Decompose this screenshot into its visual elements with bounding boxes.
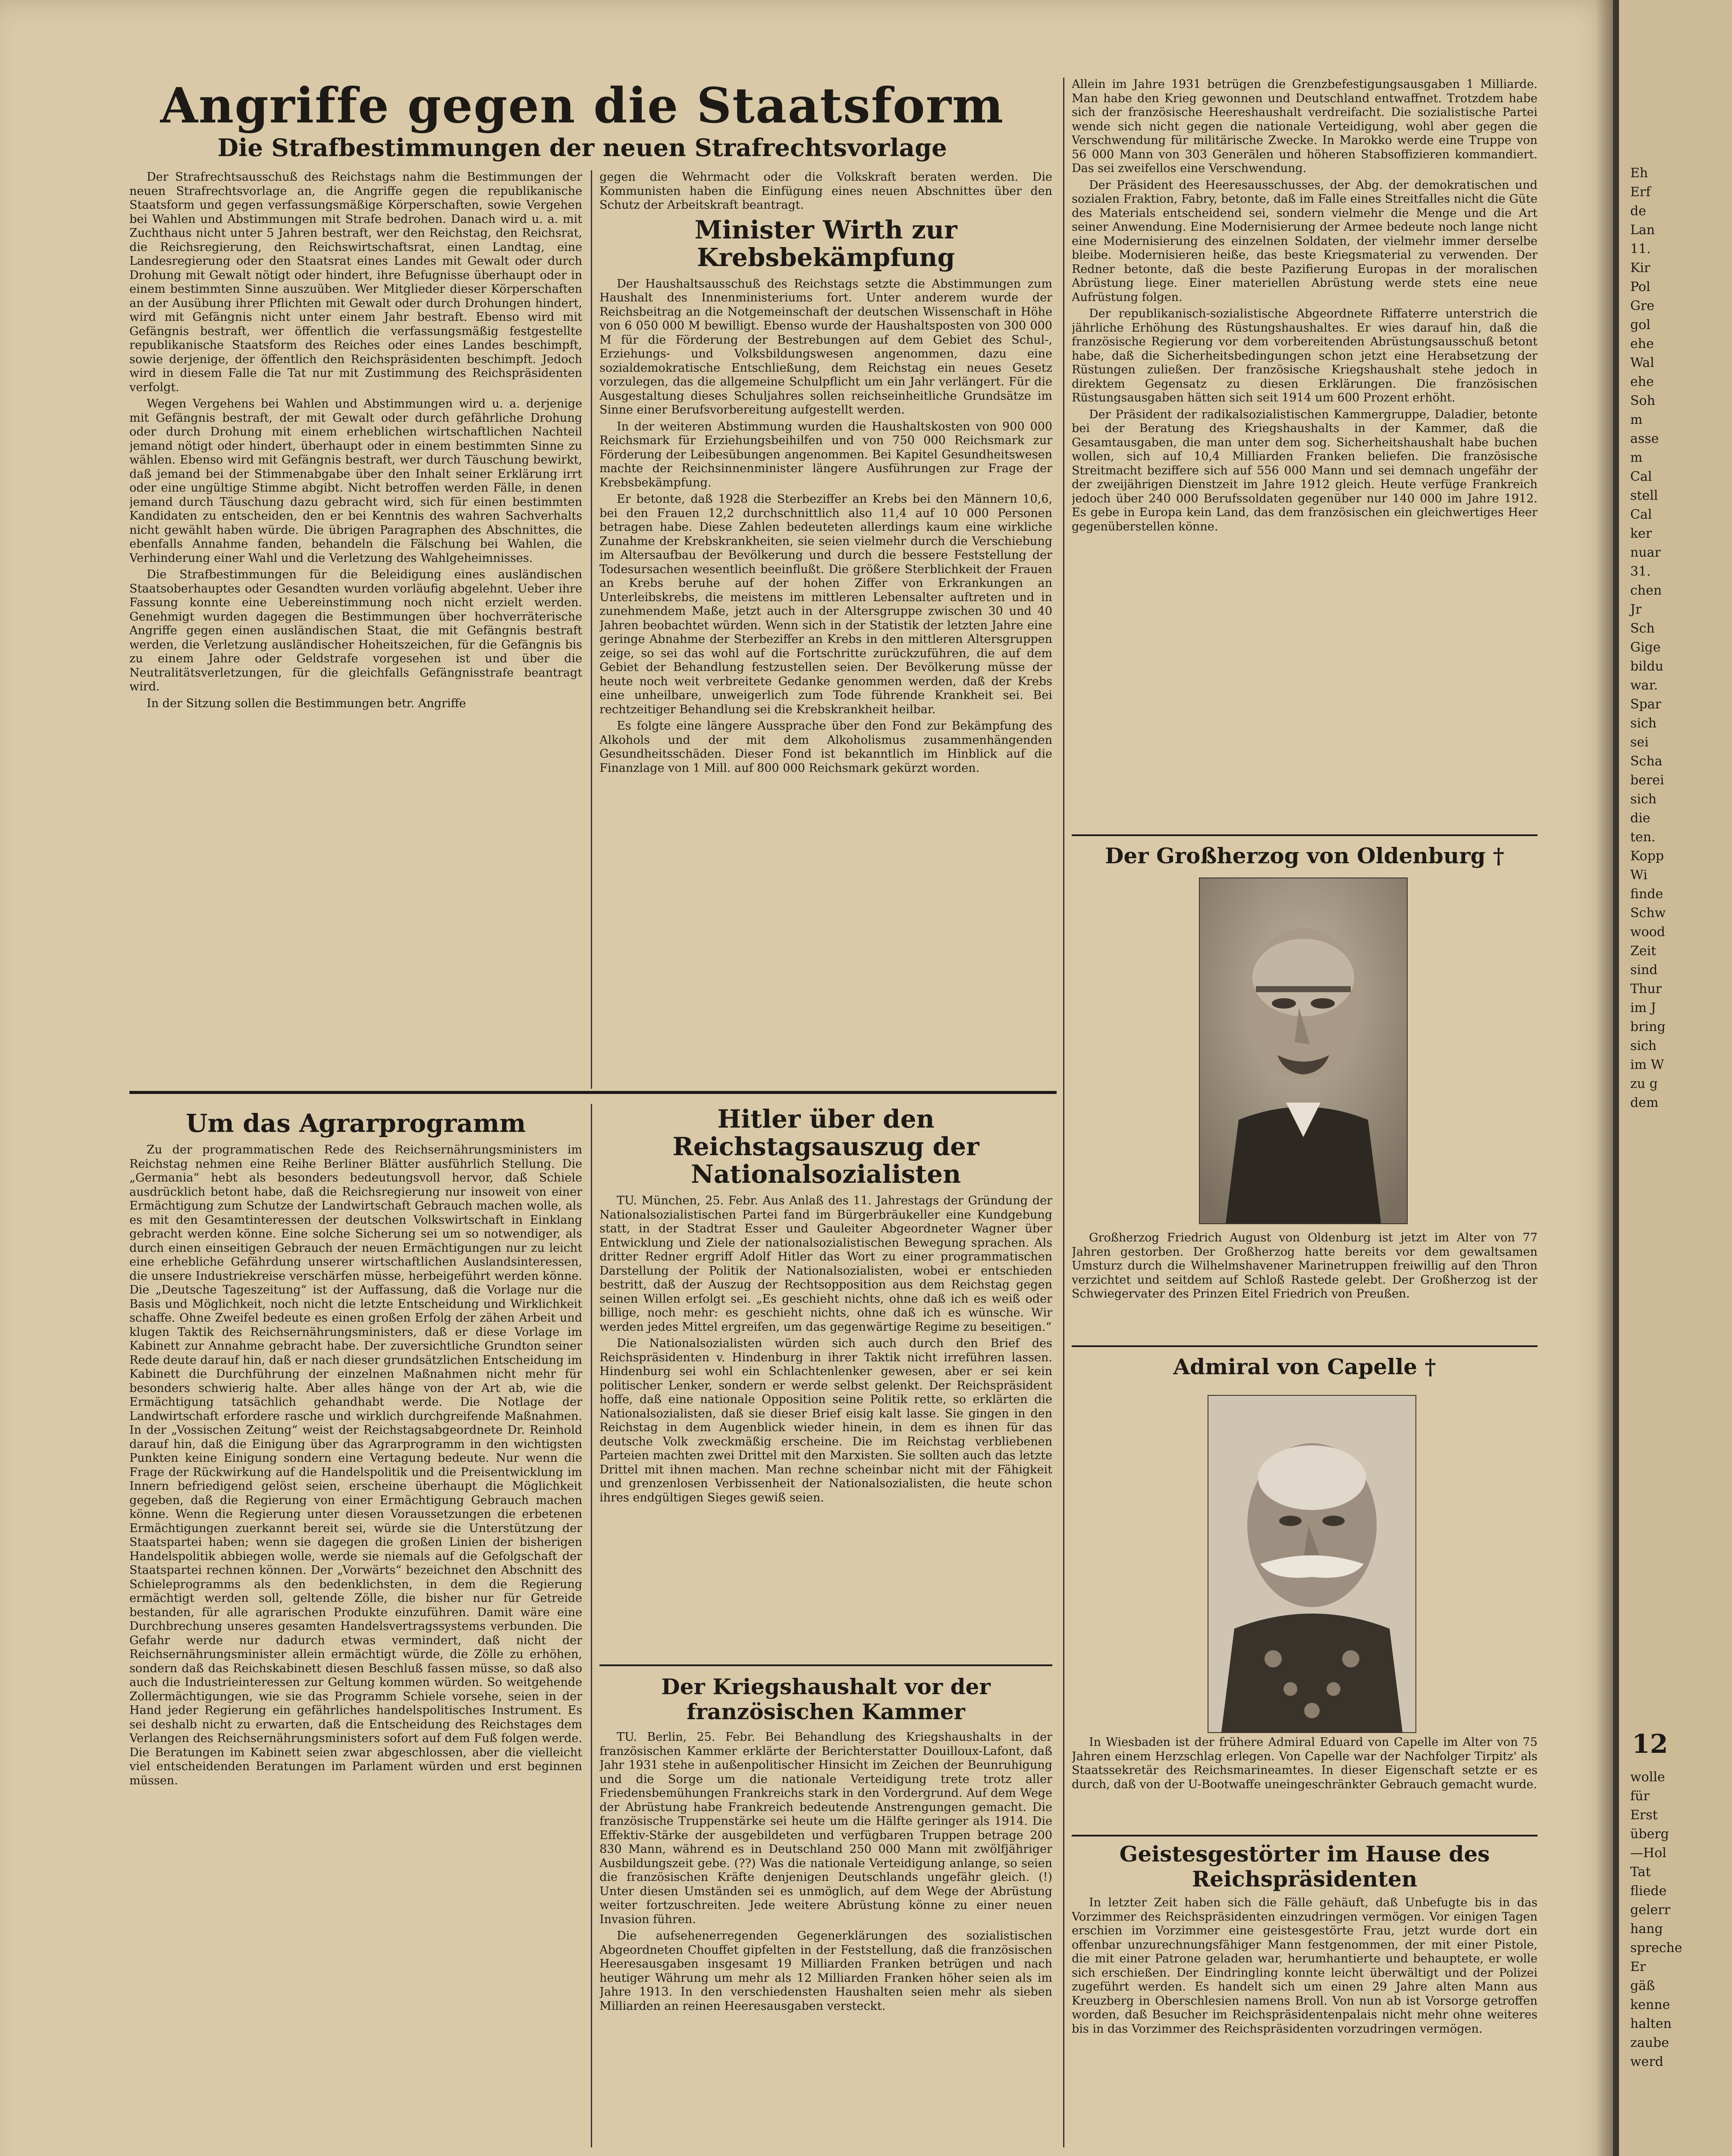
paragraph: TU. Berlin, 25. Febr. Bei Behandlung des Kriegshaushalts in der französischen Kammer erklärte der Berichterstatter Douilloux-Lafont, daß Jahr 1931 stehe in außenpolitischer Hinsicht im Zeichen der Beunruhigung und die Sorge um die nationale Verteidigung trete trotz aller Friedensbemühungen Frankreichs stark in den Vordergrund. Auf dem Wege der Abrüstung habe Frankreich bedeutende Anstrengungen gemacht. Die französische Truppenstärke sei heute um die Hälfte geringer als 1914. Die Effektiv-Stärke der ausgebildeten und verfügbaren Truppen betrage 200 830 Mann, während es in Deutschland 250 000 Mann mit zwölfjähriger Ausbildungszeit gebe. (??) Was die nationale Verteidigung anlange, so seien die französischen Kräfte denjenigen Deutschlands ungefähr gleich. (!) Unter diesen Umständen sei es unmöglich, auf dem Wege der Abrüstung weiter fortzuschreiten. Jede weitere Abrüstung könne zu einer neuen Invasion führen. bbox=[599, 1730, 1052, 1926]
section-heading-krebs: Minister Wirth zur Krebsbekämpfung bbox=[694, 215, 957, 272]
article-heading: Der Kriegshaushalt vor der französischen Kammer bbox=[661, 1674, 991, 1724]
obituary-caption: In Wiesbaden ist der frühere Admiral Eduard von Capelle im Alter von 75 Jahren einem Herzschlag erlegen. Von Capelle war der Nachfolger Tirpitz' als Staatssekretär des Reichsmarineamtes. In dieser Eigenschaft setzte er es durch, daß von der U-Bootwaffe uneingeschränkter Gebrauch gemacht wurde. bbox=[1072, 1736, 1537, 1791]
paragraph: In der Sitzung sollen die Bestimmungen betr. Angriffe bbox=[147, 696, 466, 710]
edge-text-column: Eh Erf de Lan 11. Kir Pol Gre gol ehe Wal ehe Soh m asse m Cal stell Cal ker nuar 31. chen Jr Sch Gige bildu war. Spar sich sei Scha berei sich die ten. Kopp Wi finde Schw wood Zeit sind Thur im J bring sich im W zu g dem bbox=[1630, 166, 1666, 1110]
article-hitler bbox=[599, 1102, 1052, 1662]
obituary-caption-box bbox=[1072, 1231, 1537, 1352]
section-divider bbox=[1072, 1835, 1537, 1836]
page-fold-shadow bbox=[1596, 0, 1613, 2156]
paragraph: Allein im Jahre 1931 betrügen die Grenzbefestigungsausgaben 1 Milliarde. Man habe den Krieg gewonnen und Deutschland entwaffnet. Trotzdem habe sich der französische Heereshaushalt verdreifacht. Die sozialistische Partei wende sich nicht gegen die nationale Verteidigung, wohl aber gegen die Verschwendung für militärische Zwecke. In Marokko werde eine Truppe von 56 000 Mann von 303 Generälen und höheren Stabsoffizieren kommandiert. Das sei zweifellos eine Verschwendung. bbox=[1072, 78, 1537, 175]
article-kriegshaushalt bbox=[599, 1671, 1052, 2150]
main-subheadline: Die Strafbestimmungen der neuen Strafrechtsvorlage bbox=[217, 134, 947, 162]
obituary-caption-box bbox=[1072, 1736, 1537, 1835]
column-divider bbox=[591, 1104, 592, 2147]
paragraph: Die aufsehenerregenden Gegenerklärungen des sozialistischen Abgeordneten Chouffet gipfelten in der Feststellung, daß die französischen Heeresausgaben insgesamt 19 Milliarden Franken betrügen und nach heutiger Währung um mehr als 12 Milliarden Franken höher seien als im Jahre 1913. In den verschiedensten Haushalten seien mehr als sieben Milliarden an reinen Heeresausgaben versteckt. bbox=[599, 1929, 1052, 2013]
portrait-image bbox=[1200, 878, 1407, 1223]
portrait-photo-grossherzog bbox=[1199, 877, 1408, 1224]
main-headline: Angriffe gegen die Staatsform bbox=[160, 78, 1004, 134]
paragraph: Der Präsident der radikalsozialistischen Kammergruppe, Daladier, betonte bei der Beratung des Kriegshaushalts in der Kammer, daß die Gesamtausgaben, die man unter dem sog. Sicherheitshaushalt habe buchen wollen, sich auf 10,4 Milliarden Franken beliefen. Die französische Streitmacht beziffere sich auf 556 000 Mann und sei demnach ungefähr der der zweijährigen Dienstzeit im Jahre 1912 gleich. Heute verfüge Frankreich jedoch über 240 000 Berufssoldaten gegenüber nur 140 000 im Jahre 1912. Es gebe in Europa kein Land, das dem französischen ein gleichwertiges Heer gegenüberstellen könne. bbox=[1072, 407, 1537, 533]
adjacent-page-edge bbox=[1613, 0, 1732, 2156]
section-divider bbox=[1072, 1345, 1537, 1347]
paragraph: Zu der programmatischen Rede des Reichsernährungsministers im Reichstag nehmen eine Reihe Berliner Blätter ausführlich Stellung. Die „Germania“ hebt als besonders bedeutungsvoll hervor, daß Schiele ausdrücklich betont habe, daß die Reichsregierung nur insoweit von einer Ermächtigung zum Schutze der Landwirtschaft Gebrauch machen wolle, als es mit den Gesamtinteressen der deutschen Volkswirtschaft in Einklang gebracht werden könne. Eine solche Sicherung sei um so notwendiger, als durch einen einseitigen Gebrauch der neuen Ermächtigungen nur zu leicht eine erhebliche Gefährdung unserer wirtschaftlichen Auslandsinteressen, die unsere Industriekreise verschärfen müsse, herbeigeführt werden könne. Die „Deutsche Tageszeitung“ ist der Auffassung, daß die Vorlage nur die Basis und Möglichkeit, noch nicht die letzte Entscheidung und Wirklichkeit schaffe. Ohne Zweifel bedeute es einen großen Erfolg der zähen Arbeit und klugen Taktik des Reichsernährungsministers, daß er diese Vorlage im Kabinett zur Annahme gebracht habe. Der zuversichtliche Grundton seiner Rede deute darauf hin, daß er nach dieser grundsätzlichen Entscheidung im Kabinett die Durchführung der einzelnen Maßnahmen nicht mehr für besonders schwierig halte. Aber alles hänge von der Art ab, wie die Ermächtigung tatsächlich gehandhabt werde. Die Notlage der Landwirtschaft erfordere rasche und wirklich durchgreifende Maßnahmen. In der „Vossischen Zeitung“ weist der Reichstagsabgeordnete Dr. Reinhold darauf hin, daß die Einigung über das Agrarprogramm in den wichtigsten Punkten keine Einigung sondern eine Vertagung bedeute. Nur wenn die Frage der Rückwirkung auf die Handelspolitik und die Preisentwicklung im Innern befriedigend gelöst seien, erscheine überhaupt die Möglichkeit gegeben, daß die Regierung von einer Ermächtigung Gebrauch machen könne. Wenn die Regierung unter diesen Voraussetzungen die erbetenen Ermächtigungen zuerkannt bereit sei, würde sie die Unterstützung der Staatspartei haben; wenn sie dagegen die großen Linien der bisherigen Handelspolitik abbiegen wolle, werde sie niemals auf die Gefolgschaft der Staatspartei rechnen können. Der „Vorwärts“ bezeichnet den Abschnitt des Schieleprogramms als den bedenklichsten, in dem die Regierung ermächtigt werden soll, geltende Zölle, die bisher nur für Getreide bestanden, für alle agrarischen Produkte einzuführen. Damit wäre eine Durchbrechung unseres gesamten Handelsvertragssystems verbunden. Die Gefahr werde nur dadurch etwas vermindert, daß nicht der Reichsernährungsminister allein ermächtigt würde, die Zölle zu erhöhen, sondern daß das Reichskabinett diesen Beschluß fassen müsse, so daß also auch die Industrieinteressen zur Geltung kommen würden. So weitgehende Zollermächtigungen, wie sie das Programm Schiele vorsehe, seien in der Hand jeder Regierung ein gefährliches handelspolitisches Instrument. Es sei deshalb nicht zu erwarten, daß die Entscheidung des Reichstages dem Verlangen des Reichsernährungsministers sofort auf dem Fuß folgen werde. Die Beratungen im Kabinett seien zwar abgeschlossen, aber die vielleicht viel entscheidenden Beratungen im Parlament würden und erst beginnen müssen. bbox=[129, 1143, 582, 1787]
paragraph: Der Strafrechtsausschuß des Reichstags nahm die Bestimmungen der neuen Strafrechtsvorlage an, die Angriffe gegen die republikanische Staatsform und gegen verfassungsmäßige Körperschaften, sowie Vergehen bei Wahlen und Abstimmungen mit Strafe bedrohen. Danach wird u. a. mit Zuchthaus nicht unter 5 Jahren bestraft, wer den Reichstag, den Reichsrat, die Reichsregierung, den Reichswirtschaftsrat, einen Landtag, eine Landesregierung oder den Staatsrat eines Landes mit Gewalt oder durch Drohung mit Gewalt nötigt oder hindert, ihre Befugnisse überhaupt oder in einem bestimmten Sinne auszuüben. Wer Mitglieder dieser Körperschaften an der Ausübung ihrer Pflichten mit Gewalt oder durch Drohungen hindert, wird mit Gefängnis nicht unter einem Jahr bestraft. Ebenso wird mit Gefängnis bestraft, wer öffentlich die verfassungsmäßig festgestellte republikanische Staatsform des Reiches oder eines Landes beschimpft, sowie derjenige, der öffentlich den Reichspräsidenten beschimpft. Jedoch wird in diesem Falle die Tat nur mit Zustimmung des Reichspräsidenten verfolgt. bbox=[129, 170, 582, 394]
article-agrarprogramm bbox=[129, 1106, 582, 2150]
paragraph: Es folgte eine längere Aussprache über den Fond zur Bekämpfung des Alkohols und der mit dem Alkoholismus zusammenhängenden Gesundheitsschäden. Dieser Fond ist bekanntlich im Hinblick auf die Finanzlage von 1 Mill. auf 800 000 Reichsmark gekürzt worden. bbox=[599, 719, 1052, 775]
paragraph: gegen die Wehrmacht oder die Volkskraft beraten werden. Die Kommunisten haben die Einfügung eines neuen Abschnittes über den Schutz der Arbeitskraft beantragt. bbox=[599, 170, 1052, 212]
paragraph: TU. München, 25. Febr. Aus Anlaß des 11. Jahrestags der Gründung der Nationalsozialistischen Partei fand im Bürgerbräukeller eine Kundgebung statt, in der Stadtrat Esser und Gauleiter Abgeordneter Wagner über Entwicklung und Ziele der nationalsozialistischen Bewegung sprachen. Als dritter Redner ergriff Adolf Hitler das Wort zu einer programmatischen Darstellung der Politik der Nationalsozialisten, wobei er entschieden bestritt, daß der Auszug der Rechtsopposition aus dem Reichstag gegen seinen Willen erfolgt sei. „Es geschieht nichts, ohne daß ich es weiß oder billige, noch mehr: es geschieht nichts, ohne daß ich es wünsche. Wir werden jedes Mittel ergreifen, um das gegenwärtige Regime zu beseitigen.“ bbox=[599, 1194, 1052, 1334]
paragraph: Die Strafbestimmungen für die Beleidigung eines ausländischen Staatsoberhauptes oder Gesandten wurden vorläufig abgelehnt. Ueber ihre Fassung konnte eine Uebereinstimmung noch nicht erzielt werden. Genehmigt wurden dagegen die Bestimmungen über hochverräterische Angriffe gegen einen ausländischen Staat, die mit Gefängnis bestraft werden, die Verletzung ausländischer Hoheitszeichen, für die Gefängnis bis zu einem Jahre oder Geldstrafe vorgesehen ist und über die Neutralitätsverletzungen, für die gleichfalls Gefängnisstrafe beantragt wird. bbox=[129, 568, 582, 693]
article-heading: Geistesgestörter im Hause des Reichspräsidenten bbox=[1119, 1841, 1490, 1892]
column-3-top bbox=[1072, 78, 1537, 841]
paragraph: Der republikanisch-sozialistische Abgeordnete Riffaterre unterstrich die jährliche Erhöhung des Rüstungshaushaltes. Er wies darauf hin, daß die französische Regierung vor dem vorbereitenden Abrüstungsausschuß betont habe, daß die Sicherheitsbedingungen schon jetzt eine Herabsetzung der Rüstungen zuließen. Der französische Kriegshaushalt stehe jedoch in direktem Gegensatz zu diesen Erklärungen. Die französischen Rüstungsausgaben hätten sich seit 1914 um 600 Prozent erhöht. bbox=[1072, 307, 1537, 404]
obituary-heading: Der Großherzog von Oldenburg † bbox=[1105, 843, 1504, 868]
adjacent-page-number: 12 bbox=[1632, 1729, 1668, 1759]
paragraph: In der weiteren Abstimmung wurden die Haushaltskosten von 900 000 Reichsmark für Erziehungsbeihilfen und von 750 000 Reichsmark zur Förderung der Leibesübungen angenommen. Bei Kapitel Gesundheitswesen machte der Reichsinnenminister längere Ausführungen zur Frage der Krebsbekämpfung. bbox=[599, 420, 1052, 489]
edge-text-column-lower: wolle für Erst überg —Hol Tat fliede gelerr hang spreche Er gäß kenne halten zaube werd bbox=[1630, 1770, 1682, 2069]
section-divider bbox=[129, 1091, 1057, 1094]
paragraph: Der Haushaltsausschuß des Reichstags setzte die Abstimmungen zum Haushalt des Innenministeriums fort. Unter anderem wurde der Reichsbeitrag an die Notgemeinschaft der deutschen Wissenschaft in Höhe von 6 050 000 M bewilligt. Ebenso wurde der Haushaltsposten von 300 000 M für die Förderung der Bestrebungen auf dem Gebiet des Schul-, Erziehungs- und Volksbildungswesen angenommen, dazu eine sozialdemokratische Entschließung, dem Reichstag ein neues Gesetz vorzulegen, das die allgemeine Schulpflicht um ein Jahr verlängert. Für die Ausgestaltung dieses Schuljahres sollen reichseinheitliche Grundsätze im Sinne einer Berufsvorbereitung aufgestellt werden. bbox=[599, 277, 1052, 417]
portrait-image bbox=[1208, 1396, 1415, 1732]
paragraph: Die Nationalsozialisten würden sich auch durch den Brief des Reichspräsidenten v. Hindenburg in ihrer Taktik nicht irreführen lassen. Hindenburg sei wohl ein Schlachtenlenker gewesen, aber er sei kein politischer Lenker, sondern er werde selbst gelenkt. Der Reichspräsident hoffe, daß eine nationale Opposition seine Politik rette, so erklärten die Nationalsozialisten, daß sie dieser Brief eisig kalt lasse. Sie gingen in den Reichstag in dem Augenblick wieder hinein, in dem es ihnen für das deutsche Volk zweckmäßig erscheine. Die im Reichstag verbliebenen Parteien machten zwei Drittel mit den Marxisten. Sie sollten auch das letzte Drittel mit ihnen machen. Man rechne scheinbar nicht mit der Fähigkeit und grenzenlosen Verbissenheit der Nationalsozialisten, die heute schon ihres endgültigen Sieges gewiß seien. bbox=[599, 1337, 1052, 1504]
obituary-caption: Großherzog Friedrich August von Oldenburg ist jetzt im Alter von 77 Jahren gestorben. Der Großherzog hatte bereits vor dem gewaltsamen Umsturz durch die Wilhelmshavener Marinetruppen freiwillig auf den Thron verzichtet und seitdem auf Schloß Rastede gelebt. Der Großherzog ist der Schwiegervater des Prinzen Eitel Friedrich von Preußen. bbox=[1072, 1231, 1537, 1300]
column-divider bbox=[591, 170, 592, 1089]
paragraph: Wegen Vergehens bei Wahlen und Abstimmungen wird u. a. derjenige mit Gefängnis bestraft, der mit Gewalt oder durch gefährliche Drohung oder durch Drohung mit einem erheblichen wirtschaftlichen Nachteil jemand nötigt oder hindert, überhaupt oder in einem bestimmten Sinne zu wählen. Ebenso wird mit Gefängnis bestraft, wer durch Täuschung bewirkt, daß jemand bei der Stimmenabgabe über den Inhalt seiner Erklärung irrt oder eine ungültige Stimme abgibt. Nicht betroffen werden Fälle, in denen jemand durch Täuschung dazu gebracht wird, sich für einen bestimmten Kandidaten zu entscheiden, den er bei Kenntnis des wahren Sachverhalts nicht gewählt haben würde. Die übrigen Paragraphen des Abschnittes, die ebenfalls Annahme fanden, behandeln die Fälschung bei Wahlen, die Verhinderung einer Wahl und die Verletzung des Wahlgeheimnisses. bbox=[129, 397, 582, 565]
paragraph: Er betonte, daß 1928 die Sterbeziffer an Krebs bei den Männern 10,6, bei den Frauen 12,2 durchschnittlich also 11,4 auf 10 000 Personen betragen habe. Diese Zahlen bedeuteten allerdings kaum eine wirkliche Zunahme der Krebskrankheiten, sie seien vielmehr durch die Verschiebung im Altersaufbau der Bevölkerung und durch die bessere Feststellung der Todesursachen wesentlich beeinflußt. Die größere Sterblichkeit der Frauen an Krebs beruhe auf der hohen Ziffer von Erkrankungen an Unterleibskrebs, die meistens im mittleren Lebensalter auftreten und in zunehmendem Maße, jetzt auch in der Altersgruppe zwischen 30 und 40 Jahren beobachtet würden. Wenn sich in der Statistik der letzten Jahre eine geringe Abnahme der Sterbeziffer an Krebs in den mittleren Altersgruppen zeige, so sei das wohl auf die Fortschritte zurückzuführen, die auf dem Gebiet der Behandlung festzustellen seien. Der Bevölkerung müsse der heute noch weit verbreitete Gedanke genommen werden, daß der Krebs eine unheilbare, unweigerlich zum Tode führende Krankheit sei. Bei rechtzeitiger Behandlung sei die Krebskrankheit heilbar. bbox=[599, 492, 1052, 716]
paragraph: Der Präsident des Heeresausschusses, der Abg. der demokratischen und sozialen Fraktion, Fabry, betonte, daß im Falle eines Streitfalles nicht die Güte des Materials entscheidend sei, sondern vielmehr die Menge und die Art seiner Anwendung. Eine Modernisierung der Armee bedeute noch lange nicht eine Modernisierung des einzelnen Soldaten, der vielmehr immer derselbe bleibe. Modernisieren heiße, das beste Kriegsmaterial zu verwenden. Der Redner betonte, daß die beste Pazifierung Europas in der moralischen Abrüstung liege. Einer materiellen Abrüstung werde stets eine neue Aufrüstung folgen. bbox=[1072, 178, 1537, 304]
obituary-heading: Admiral von Capelle † bbox=[1173, 1354, 1436, 1379]
article-heading: Hitler über den Reichstagsauszug der Nationalsozialisten bbox=[672, 1104, 979, 1189]
article-heading: Um das Agrarprogramm bbox=[185, 1109, 526, 1138]
column-2-top bbox=[599, 170, 1052, 1093]
portrait-photo-admiral bbox=[1208, 1395, 1416, 1733]
paragraph: In letzter Zeit haben sich die Fälle gehäuft, daß Unbefugte bis in das Vorzimmer des Reichspräsidenten einzudringen vermögen. Vor einigen Tagen erschien im Vorzimmer eine geistesgestörte Frau, jetzt wurde dort ein offenbar unzurechnungsfähiger Mann festgenommen, der mit einer Pistole, die mit einer Patrone geladen war, herumhantierte und behauptete, er wolle sich erschießen. Der Eindringling konnte leicht überwältigt und der Polizei zugeführt werden. Es handelt sich um einen 29 Jahre alten Mann aus Kreuzberg in Oberschlesien namens Broll. Von nun ab ist Vorsorge getroffen worden, daß Besucher im Reichspräsidentenpalais nicht mehr ohne weiteres bis in das Vorzimmer des Reichspräsidenten vorzudringen vermögen. bbox=[1072, 1896, 1537, 2036]
section-divider bbox=[1072, 834, 1537, 836]
column-divider bbox=[1063, 78, 1064, 2147]
obituary-capelle bbox=[1072, 1352, 1537, 1391]
column-1-top bbox=[129, 170, 582, 1093]
article-geistesgestoerter bbox=[1072, 1839, 1537, 2156]
section-divider bbox=[599, 1664, 1052, 1666]
